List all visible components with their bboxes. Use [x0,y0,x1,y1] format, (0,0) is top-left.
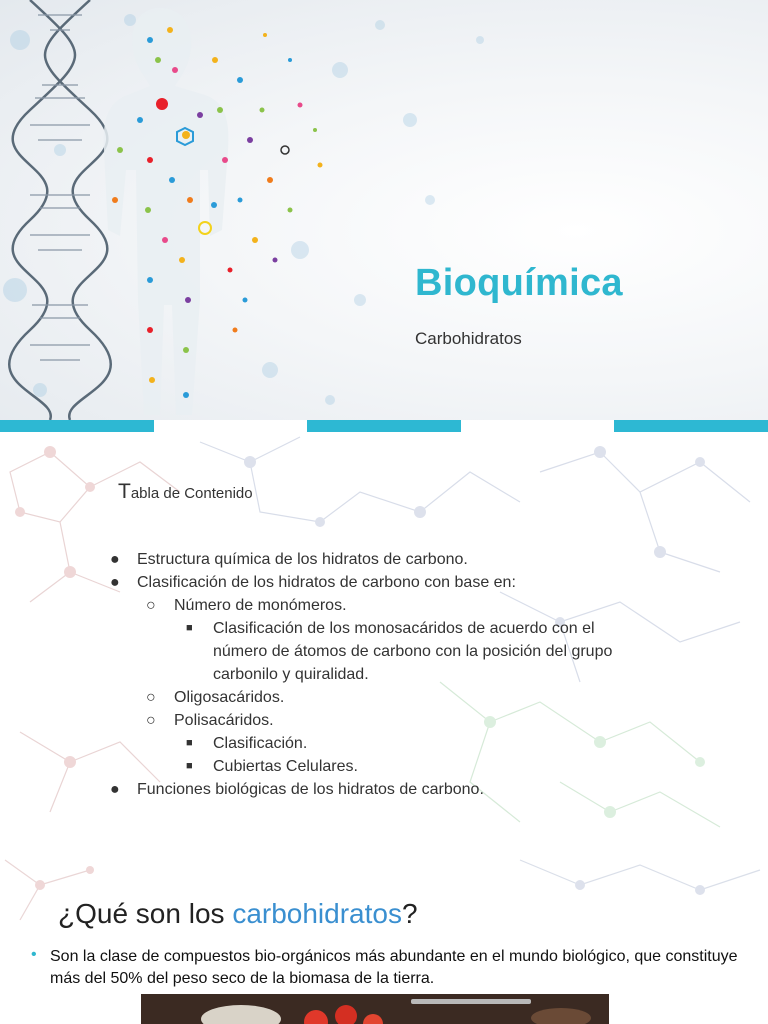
list-item-continued: número de átomos de carbono con la posición del grupo [213,643,613,660]
heading-keyword: carbohidratos [232,898,402,929]
bullet-square-icon: ■ [186,760,193,772]
presentation-subtitle: Carbohidratos [415,329,522,348]
section-heading [58,898,418,930]
list-item: Clasificación de los hidratos de carbono con base en: [137,574,516,591]
bullet-circle-icon: ○ [146,689,156,706]
divider-segment [0,420,154,432]
list-item-continued: carbonilo y quiralidad. [213,666,369,683]
bullet-dot-icon: • [31,946,37,963]
list-item: Polisacáridos. [174,712,274,729]
food-photo [141,994,609,1024]
toc-title [118,480,253,504]
bullet-disc-icon: ● [110,574,120,591]
definition-slide [0,850,768,1024]
bullet-disc-icon: ● [110,781,120,798]
list-item: Estructura química de los hidratos de carbono. [137,551,468,568]
divider-segment [307,420,461,432]
toc-title-initial: T [118,480,131,503]
divider-segment [614,420,768,432]
list-item: Oligosacáridos. [174,689,285,706]
list-item: Clasificación de los monosacáridos de acuerdo con el [213,620,595,637]
list-item: Cubiertas Celulares. [213,758,358,775]
definition-paragraph: Son la clase de compuestos bio-orgánicos más abundante en el mundo biológico, que constituye más del 50% del peso seco de la biomasa de la tierra. [50,948,738,987]
bullet-disc-icon: ● [110,551,120,568]
toc-slide [0,432,768,850]
bullet-circle-icon: ○ [146,712,156,729]
title-slide [0,0,768,420]
bullet-square-icon: ■ [186,737,193,749]
presentation-title: Bioquímica [415,262,623,304]
heading-text: ¿Qué son los [58,898,233,929]
heading-question-mark: ? [401,898,418,929]
dna-human-illustration [0,0,768,420]
list-item: Funciones biológicas de los hidratos de carbono. [137,781,484,798]
toc-title-rest: abla de Contenido [130,485,253,502]
list-item: Clasificación. [213,735,308,752]
food-photo-illustration [141,994,609,1024]
slide-divider [0,420,768,432]
list-item: Número de monómeros. [174,597,347,614]
bullet-square-icon: ■ [186,622,193,634]
bullet-circle-icon: ○ [146,597,156,614]
